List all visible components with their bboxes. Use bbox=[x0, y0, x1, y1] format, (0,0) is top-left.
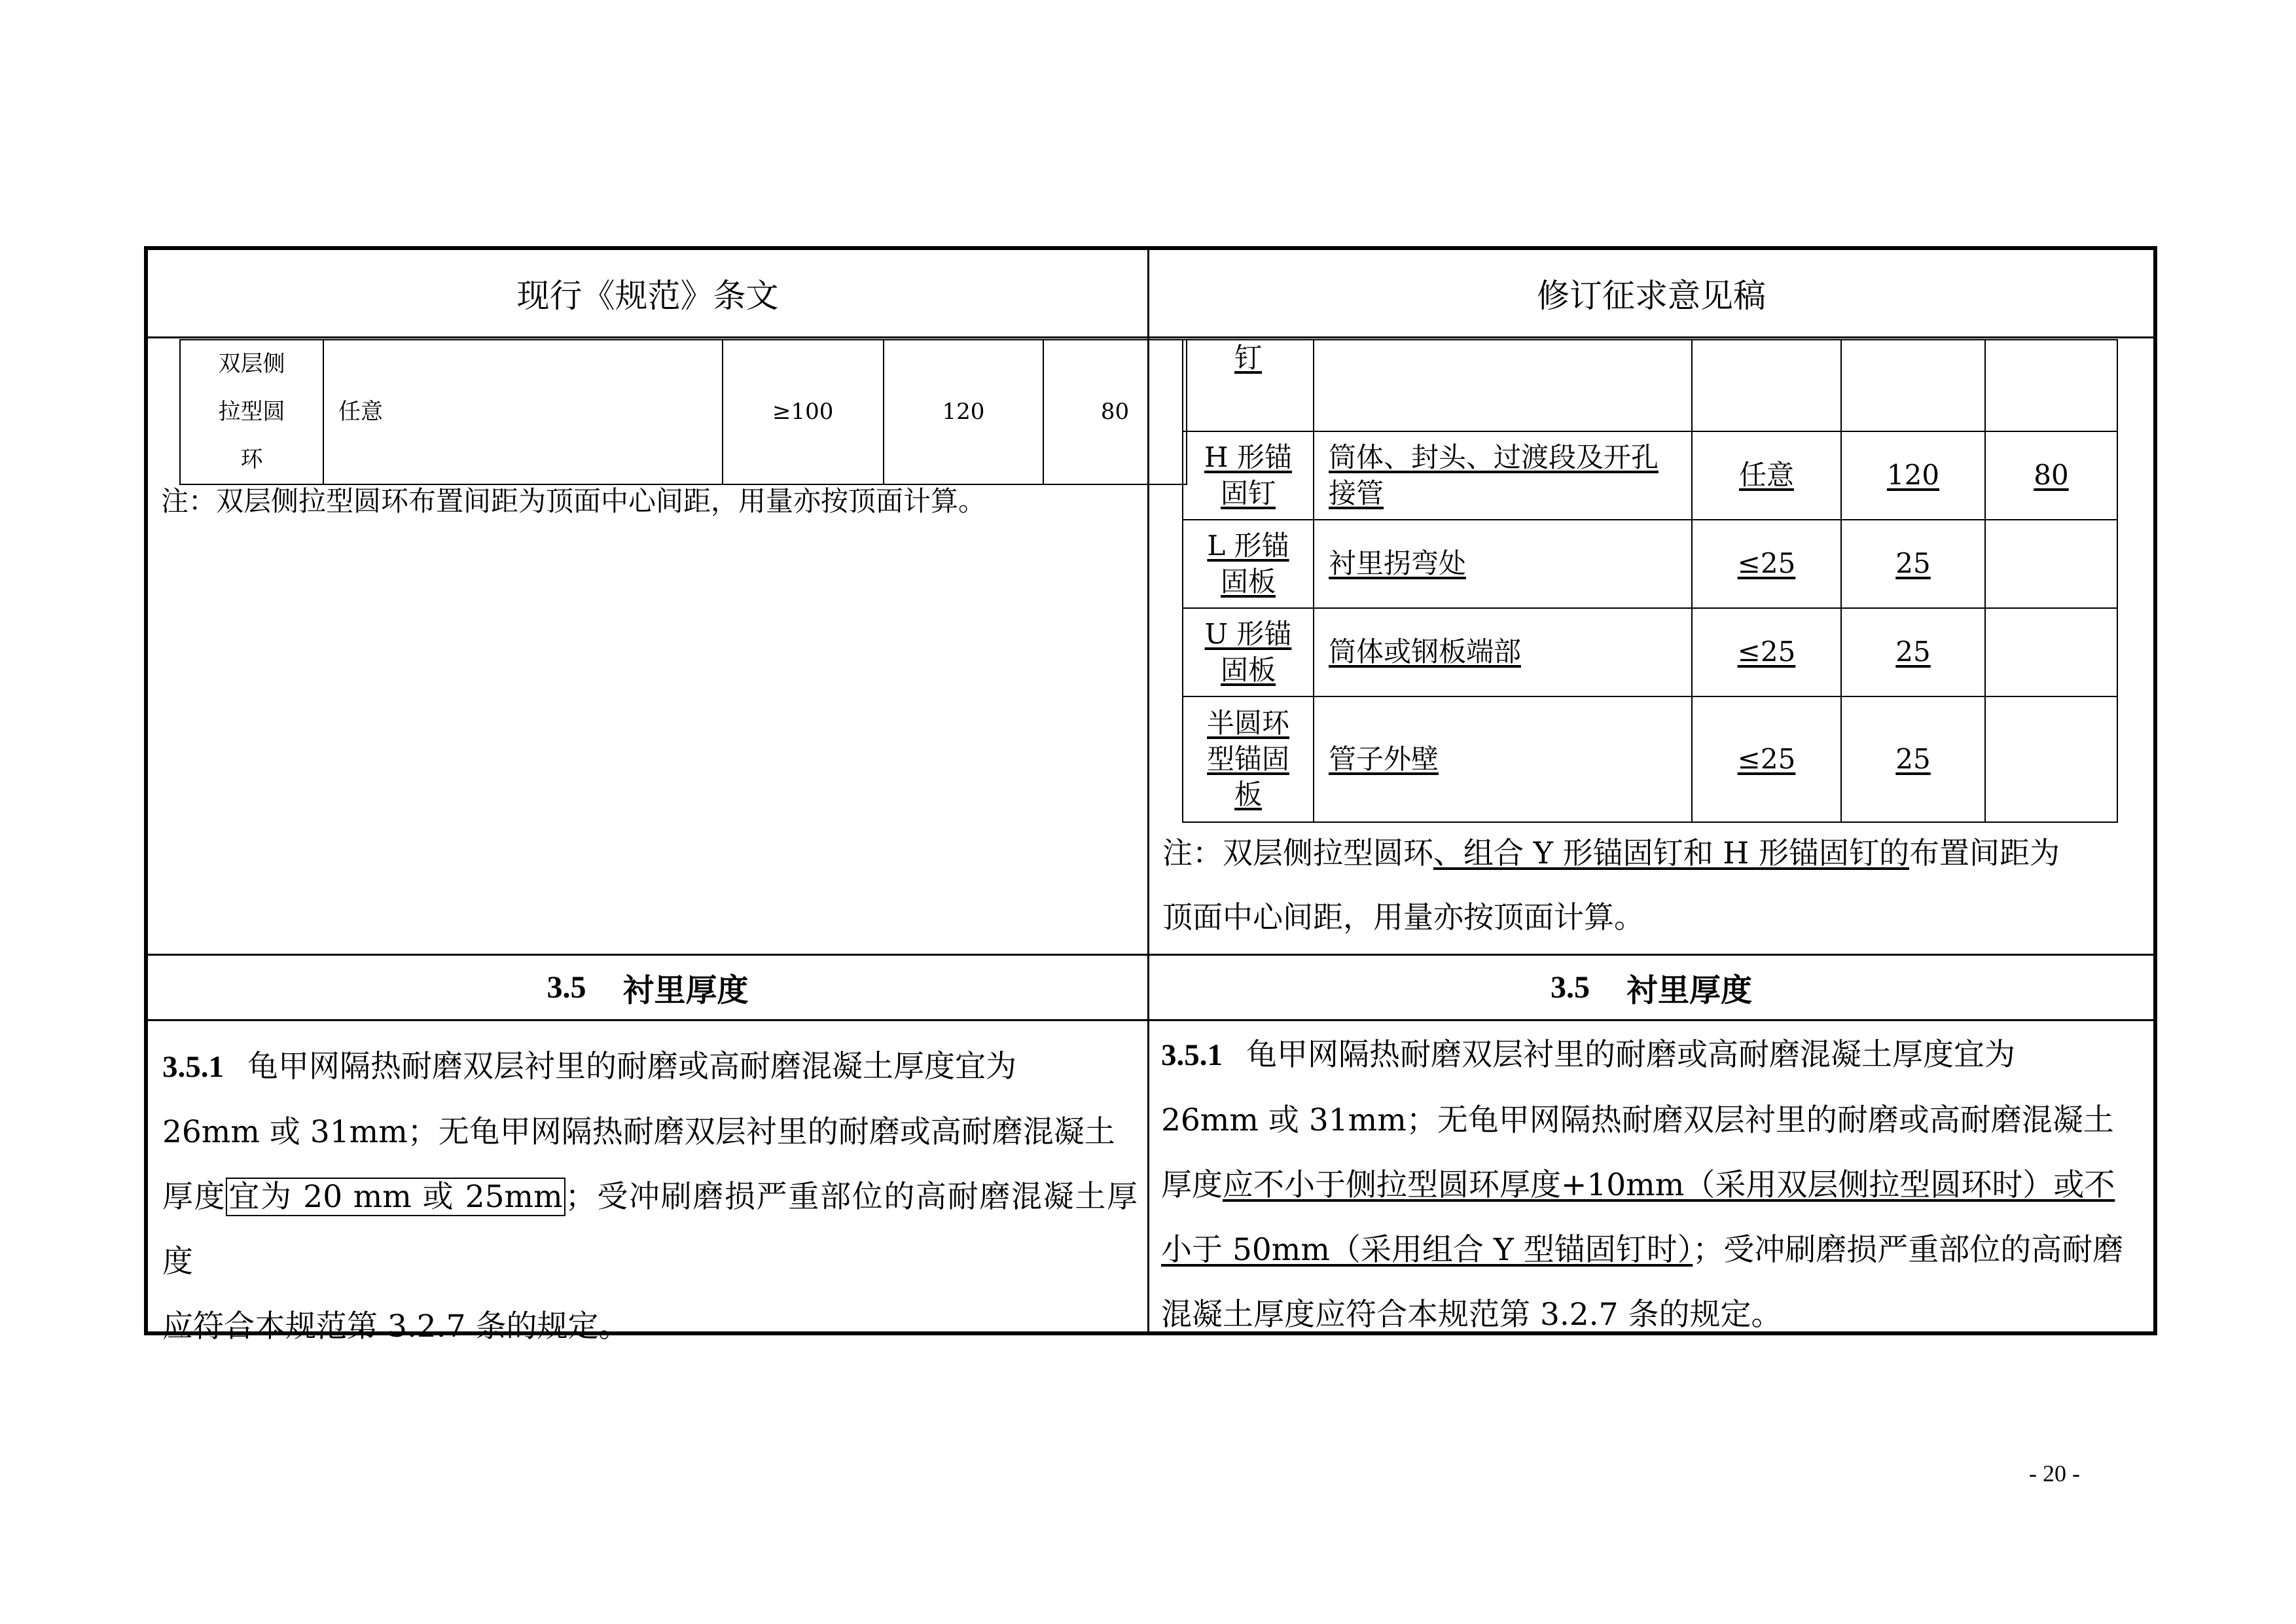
spacing-cell: 任意 bbox=[1692, 431, 1841, 520]
spacing-cell: ≤25 bbox=[1692, 608, 1841, 696]
anchor-name-cell bbox=[1183, 520, 1314, 608]
value-cell bbox=[1985, 696, 2117, 822]
clause-number: 3.5.1 bbox=[1161, 1038, 1223, 1072]
clause-line: 混凝土厚度应符合本规范第 3.2.7 条的规定。 bbox=[1161, 1297, 1782, 1333]
value-cell: 80 bbox=[1985, 431, 2117, 520]
anchor-name-line: H 形锚 bbox=[1204, 441, 1292, 473]
value-cell: 120 bbox=[884, 340, 1043, 484]
anchor-name-cell bbox=[1183, 608, 1314, 696]
value-cell: 80 bbox=[1043, 340, 1187, 484]
value-cell bbox=[1985, 520, 2117, 608]
value-cell: 25 bbox=[1841, 696, 1985, 822]
clause-line: 厚度宜为 20 mm 或 25mm；受冲刷磨损严重部位的高耐磨混凝土厚度 bbox=[162, 1179, 1138, 1280]
location-line: 筒体、封头、过渡段及开孔 bbox=[1329, 441, 1659, 473]
spacing-cell: ≥100 bbox=[723, 340, 884, 484]
comparison-table bbox=[144, 246, 2157, 1344]
clause-line: 应符合本规范第 3.2.7 条的规定。 bbox=[162, 1308, 630, 1344]
clause-line: 26mm 或 31mm；无龟甲网隔热耐磨双层衬里的耐磨或高耐磨混凝土 bbox=[162, 1114, 1115, 1150]
value-cell bbox=[1985, 340, 2117, 431]
anchor-name-cell bbox=[180, 340, 323, 484]
anchor-name-line: 环 bbox=[240, 446, 263, 473]
anchor-name-line: 固板 bbox=[1220, 565, 1276, 598]
value-cell: 25 bbox=[1841, 520, 1985, 608]
left-clause bbox=[162, 1034, 1138, 1359]
anchor-name-line: U 形锚 bbox=[1204, 617, 1292, 650]
right-column-header: 修订征求意见稿 bbox=[1537, 277, 1766, 315]
anchor-name-line: 半圆环 bbox=[1206, 707, 1289, 740]
anchor-name-line: 板 bbox=[1234, 778, 1262, 811]
right-clause bbox=[1161, 1022, 2151, 1347]
anchor-name-line: 拉型圆 bbox=[218, 399, 285, 425]
spacing-cell bbox=[1692, 340, 1841, 431]
left-table-note: 注：双层侧拉型圆环布置间距为顶面中心间距，用量亦按顶面计算。 bbox=[161, 485, 986, 517]
clause-line: 3.5.1 龟甲网隔热耐磨双层衬里的耐磨或高耐磨混凝土厚度宜为 bbox=[162, 1049, 1016, 1085]
header-divider bbox=[148, 336, 2153, 338]
section-heading-left bbox=[148, 954, 1147, 1020]
location-cell: 筒体或钢板端部 bbox=[1314, 608, 1692, 696]
clause-line: 3.5.1 龟甲网隔热耐磨双层衬里的耐磨或高耐磨混凝土厚度宜为 bbox=[1161, 1037, 2015, 1073]
value-cell bbox=[1985, 608, 2117, 696]
table-row bbox=[1183, 431, 2117, 520]
anchor-name-cell bbox=[1183, 696, 1314, 822]
left-column-header: 现行《规范》条文 bbox=[516, 277, 779, 315]
table-row bbox=[1183, 696, 2117, 822]
location-cell bbox=[1314, 431, 1692, 520]
page-number: - 20 - bbox=[2029, 1460, 2080, 1487]
note-line-2: 顶面中心间距，用量亦按顶面计算。 bbox=[1162, 899, 1644, 935]
anchor-name-line: 固板 bbox=[1220, 653, 1276, 686]
anchor-name-cell bbox=[1183, 431, 1314, 520]
spacing-cell: ≤25 bbox=[1692, 520, 1841, 608]
table-row bbox=[1183, 608, 2117, 696]
section-title: 衬里厚度 bbox=[1626, 971, 1752, 1009]
table-row bbox=[180, 340, 1187, 484]
table-row bbox=[1183, 520, 2117, 608]
anchor-name-line: L 形锚 bbox=[1207, 529, 1289, 562]
clause-line: 小于 50mm（采用组合 Y 型锚固钉时）；受冲刷磨损严重部位的高耐磨 bbox=[1161, 1232, 2124, 1268]
left-anchor-table bbox=[179, 339, 1187, 485]
table-row bbox=[1183, 340, 2117, 431]
spacing-cell: ≤25 bbox=[1692, 696, 1841, 822]
boxed-deletion: 宜为 20 mm 或 25mm bbox=[226, 1178, 565, 1216]
section-title: 衬里厚度 bbox=[622, 971, 749, 1009]
location-cell: 任意 bbox=[323, 340, 722, 484]
anchor-name-line: 双层侧 bbox=[218, 351, 285, 377]
clause-line: 厚度应不小于侧拉型圆环厚度+10mm（采用双层侧拉型圆环时）或不 bbox=[1161, 1167, 2115, 1203]
section-number: 3.5 bbox=[1550, 969, 1590, 1005]
value-cell: 25 bbox=[1841, 608, 1985, 696]
clause-line: 26mm 或 31mm；无龟甲网隔热耐磨双层衬里的耐磨或高耐磨混凝土 bbox=[1161, 1102, 2114, 1138]
right-anchor-table bbox=[1182, 339, 2118, 823]
location-cell bbox=[1314, 340, 1692, 431]
note-line-1: 注：双层侧拉型圆环、组合 Y 形锚固钉和 H 形锚固钉的布置间距为 bbox=[1162, 835, 2060, 871]
location-cell: 衬里拐弯处 bbox=[1314, 520, 1692, 608]
right-table-note bbox=[1162, 821, 2151, 949]
clause-number: 3.5.1 bbox=[162, 1050, 224, 1084]
anchor-name-line: 型锚固 bbox=[1206, 742, 1289, 775]
section-number: 3.5 bbox=[547, 969, 586, 1005]
anchor-name-line: 固钉 bbox=[1220, 477, 1276, 509]
location-line: 接管 bbox=[1329, 477, 1384, 509]
value-cell: 120 bbox=[1841, 431, 1985, 520]
location-cell: 管子外壁 bbox=[1314, 696, 1692, 822]
value-cell bbox=[1841, 340, 1985, 431]
anchor-name-cell: 钉 bbox=[1183, 340, 1314, 431]
section-heading-right bbox=[1149, 954, 2153, 1020]
